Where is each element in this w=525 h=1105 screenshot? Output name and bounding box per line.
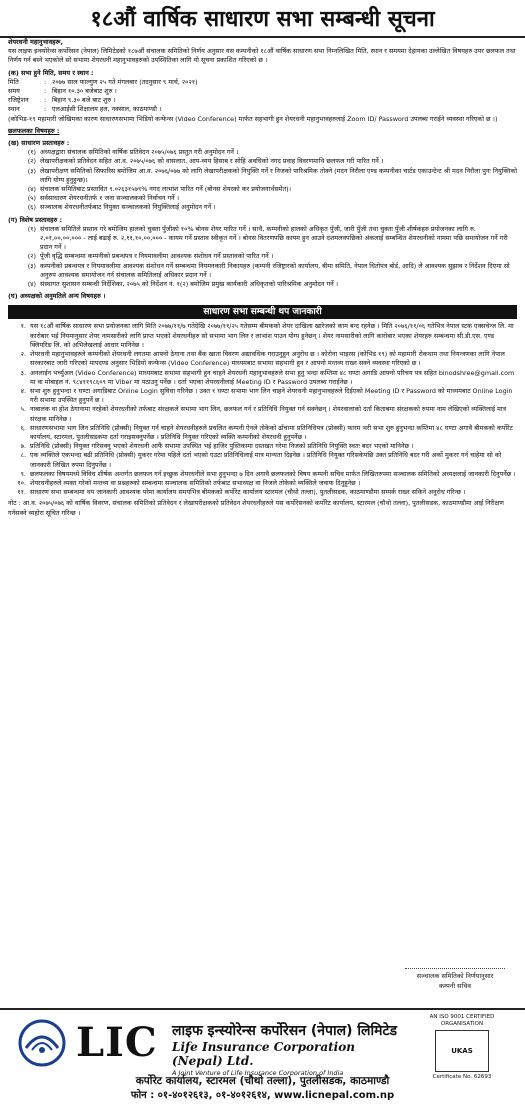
- item-text: यस १८औं वार्षिक साधारण सभा प्रयोजनका लागि मिति २०७७/११/७ गतेदेखि २०७७/११/२५ गतेसम्म बीमकको शेयर दाखिला खारेजको काम बन्द रहनेछ । मिति २०७६/११/०६ गतेभित्र नेपाल स्टक एक्सचेन्ज लि. मा कारोबार भई नियमानुसार शेयर नामसारीको लागि प्राप्त भएको शेयरधनीहरु सो सभामा भाग लिन र लाभांश पाउन योग्य हुनेछन् । शेयर नामसारीको लागि कारोबार भएका शेयरहरु सम्बन्धमा सी.डी.एस. एण्ड क्लियरिङ लि. को अभिलेखलाई आधार मानिनेछ ।: [30, 322, 514, 349]
- item-number: (२): [27, 157, 36, 166]
- item-number: ४.: [20, 386, 26, 395]
- item-text: लेखापरीक्षण समितिको सिफारिस बमोजिम आ.व. २०७६/०७७ को लागि लेखापरीक्षकको नियुक्ति गर्ने र निजको पारिश्रमिक तोक्ने (मदन निरौला एण्ड कम्पनीका चार्टड एकाउन्टेन्ट श्री मदन निरौला पुनः नियुक्तिको लागि योग्य हुनुहुन्छ)।: [40, 166, 517, 184]
- item-text: कम्पनीको प्रबन्धपत्र र नियमावलीमा आवश्यक संशोधन गर्ने सम्बन्धमा नियमनकारी निकायहरु (कम्पनी रजिष्ट्रारको कार्यालय, बीमा समिति, नेपाल धितोपत्र बोर्ड, आदि) ले आवश्यक सुझाव र निर्देशन दिएमा सो अनुरुप आवश्यक समायोजन गर्न संचालक समितिलाई अधिकार प्रदान गर्ने ।: [40, 261, 510, 279]
- corporate-address: कर्पोरेट कार्यालय, स्टारमल (चौथो तल्ला), पुतलीसडक, काठमाण्डौ: [135, 1075, 390, 1087]
- list-item: [8, 405, 517, 423]
- meeting-details: [8, 78, 517, 115]
- meeting-key: रजिष्ट्रेशन: [8, 96, 29, 105]
- list-item: [18, 262, 517, 280]
- item-number: (५): [27, 194, 36, 203]
- item-text: नाबालक वा होश ठेगानामा नरहेको शेयरधनीको तर्फबाट संरक्षकले सभामा भाग लिन, छलफल गर्न र प्रतिनिधि नियुक्त गर्न सक्नेछन् । शेयरवालाको दर्ता किताबमा संरक्षकको रुपमा नाम लेखिएको व्यक्तिलाई मात्र संरक्षक मानिनेछ ।: [30, 405, 507, 423]
- notice-body: [8, 38, 517, 518]
- item-number: ८.: [20, 451, 26, 460]
- item-number: ५.: [20, 405, 26, 414]
- item-text: संचालक समितिले प्रस्ताव गरे बमोजिम हालको चुक्ता पुँजीको १०% बोनस शेयर पारित गर्ने । साथै, कम्पनीको हालको अधिकृत पुँजी, जारी पुँजी तथा चुक्ता पुँजी शीर्षकहरु प्रयोजनका लागि रु. २,०१,००,००,००० - लाई बढाई रु. २,११,१०,००,००० - कायम गर्ने प्रस्ताव स्वीकृत गर्ने । बोनस वितरणपछि कायम हुन आउने दशमलवपछिको अंकलाई सम्बन्धित शेयरधनीको नाममा पछि समायोजन गर्ने गरी प्रदान गर्ने ।: [40, 224, 508, 252]
- company-name-np: लाइफ इन्स्योरेन्स कर्पोरेसन (नेपाल) लिमिटेड: [172, 1023, 398, 1039]
- list-item: [8, 479, 517, 488]
- notice-title: १८औं वार्षिक साधारण सभा सम्बन्धी सूचना: [0, 0, 525, 38]
- list-item: [18, 203, 517, 212]
- list-item: [18, 280, 517, 289]
- general-proposals: [18, 148, 517, 212]
- list-item: [8, 369, 517, 387]
- item-text: अध्यक्षद्वारा संचालक समितिको वार्षिक प्रतिवेदन २०७५/०७६ प्रस्तुत गरी अनुमोदन गर्ने ।: [40, 148, 239, 157]
- item-number: (४): [27, 185, 36, 194]
- list-item: [18, 194, 517, 203]
- item-text: शेयरधनी महानुभावहरुले कम्पनीको शेयरधनी लगतमा आफ्नो ठेगाना तथा बैंक खाता विवरण अद्यावधिक गराउनुहुन अनुरोध छ । कोरोना भाइरस (कोभिड १९) को महामारी रोकथाम तथा नियन्त्रणका लागि नेपाल सरकारबाट जारी गरिएको मापदण्ड अनुसार भिडियो कन्फेन्स (Video Conference) माध्यमबाट सभामा सहभागी हुन र आफ्नो मन्तव्य राख्न सक्ने व्यवस्था गरिएको छ ।: [30, 350, 505, 368]
- item-text: प्रतिनिधि (प्रोक्सी) नियुक्त गरिसक्नु भएको शेयरधनी आफैं सभामा उपस्थित भई हाजिर पुस्तिकामा दस्तखत गरेमा निजको प्रतिनिधि नियुक्ति स्वतः बदर भएको मानिनेछ ।: [30, 442, 414, 451]
- list-item: [8, 350, 517, 368]
- signature-line: [405, 968, 505, 969]
- item-text: साधारणसभामा भाग लिन प्रतिनिधि (प्रोक्सी) नियुक्त गर्न चाहने शेयरधनीहरुले प्रचलित कम्पनी ऐनले तोकेको ढाँचामा प्रतिनिधिपत्र (प्रोक्सी) फारम भरी सभा शुरु हुनुभन्दा कम्तिमा ४८ घण्टा अगावै बीमकको कर्पोरेट कार्यालय, स्टारमल, पुतलीसडकमा दर्ता गराइसक्नुपर्नेछ । प्रतिनिधि नियुक्त गरिएको व्यक्ति कम्पनीको शेयरधनी हुनुपर्नेछ ।: [30, 423, 513, 441]
- item-number: ३.: [20, 368, 26, 377]
- list-item: [18, 185, 517, 194]
- list-item: [18, 167, 517, 185]
- meeting-row: स्थान : एलआईसी शिक्षालय हल, नक्साल, काठमाण्डौ ।: [8, 105, 517, 114]
- lic-emblem-icon: [12, 1018, 72, 1068]
- joint-venture-text: A Joint Venture of Life Insurance Corporation of India: [172, 1069, 344, 1077]
- company-name-en: Life Insurance Corporation (Nepal) Ltd.: [172, 1040, 355, 1068]
- item-text: अनलाईन भर्च्युअल (Video Conference) माध्यमबाट सभामा सहभागी हुन चाहने शेयरधनी महानुभावहरुले सभा हुनु भन्दा कम्तिमा ४८ घण्टा अगाडि आफ्नो परिचय पत्र सहित binodshree@gmail.com मा वा मोबाइल नं. ९८४११९८६०९ मा Viber मा पठाउनु पर्नेछ । दर्ता भएका शेयरधनीलाई Meeting ID र Password उपलब्ध गराईनेछ ।: [30, 368, 515, 386]
- cert-top-text: AN ISO 9001 CERTIFIED ORGANISATION: [429, 1014, 495, 1027]
- meeting-value: २०७७ साल फाल्गुण २५ गते मंगलबार (तदनुसार ९ मार्च, २०२१): [52, 77, 198, 86]
- meeting-row: समय : बिहान १०.३० बजेबाट शुरु ।: [8, 87, 517, 96]
- item-number: २.: [20, 350, 26, 359]
- company-names: [172, 1022, 402, 1078]
- item-number: १.: [20, 322, 26, 331]
- section-gha-heading: (घ) अध्यक्षको अनुमतिले अन्य विषयहरु ।: [8, 292, 106, 301]
- item-number: (४): [27, 280, 36, 289]
- item-text: शेयरधनीहरुले व्यक्त गरेको मन्तव्य वा प्रश्नहरुको सम्बन्धमा सञ्चालक समितिको तर्फबाट सभाध्यक्ष वा निजले तोकेको व्यक्तिले जवाफ दिनुहुनेछ ।: [30, 478, 361, 487]
- item-number: ११.: [17, 488, 26, 497]
- ukas-badge-icon: UKAS: [435, 1030, 489, 1072]
- item-text: एक व्यक्तिले एकभन्दा बढी प्रतिनिधि (प्रोक्सी) मुकरर गरेमा पहिले दर्ता भएको एउटा प्रतिनिधिलाई मात्र मान्यता दिइनेछ । प्रतिनिधि नियुक्त गरिसकेपछि उक्त प्रतिनिधि बदर गरी अर्को मुकरर गर्न चाहेमा सो को जानकारी लिखित रुपमा दिनुपर्नेछ ।: [30, 451, 502, 469]
- signature-line2: कम्पनी सचिव: [439, 982, 471, 990]
- list-item: [8, 442, 517, 451]
- list-item: [8, 470, 517, 479]
- meeting-key: स्थान: [8, 105, 20, 114]
- list-item: [8, 451, 517, 469]
- section-ka-heading: (क) सभा हुने मिति, समय र स्थान :: [8, 68, 94, 77]
- lic-logo-text: LIC: [76, 1019, 158, 1066]
- meeting-value: बिहान १०.३० बजेबाट शुरु ।: [52, 87, 117, 96]
- item-text: संस्थागत सुशासन सम्बन्धी निर्देशिका, २०७५ को निर्देशन नं. १(२) बमोजिम प्रमुख कार्यकारी अधिकृतको पारिश्रमिक अनुमोदन गर्ने ।: [40, 280, 339, 289]
- signature-line1: सञ्चालक समितिको निर्णयानुसार: [416, 972, 494, 980]
- list-item: [18, 157, 517, 166]
- list-item: [18, 225, 517, 253]
- salutation: शेयरधनी महानुभावहरू,: [8, 38, 63, 46]
- item-number: (१): [27, 148, 36, 157]
- iso-certificate: [408, 1014, 516, 1081]
- meeting-key: मिति: [8, 77, 19, 86]
- item-text: सर्वसाधारण शेयरधनीतर्फ १ जना सञ्चालकको निर्वाचन गर्ने ।: [40, 194, 180, 203]
- meeting-value: बिहान ९.३० बजे बाट शुरु ।: [52, 96, 116, 105]
- item-text: साधारण सभा सम्बन्धमा थप जानकारी आवश्यक परेमा कार्यालय समयभित्र बीमकको कर्पोरेट कार्यालय स्टारमल (चौथो तल्ला), पुतलीसडक, काठमाण्डौमा सम्पर्क राख्न सकिने अनुरोध गरिन्छ ।: [30, 488, 466, 497]
- footer: [0, 1008, 525, 1105]
- additional-info-list: [8, 322, 517, 497]
- section-ga-heading: (ग) विशेष प्रस्तावहरु :: [8, 215, 63, 224]
- item-number: (३): [27, 166, 36, 175]
- list-item: [8, 387, 517, 405]
- list-item: [8, 424, 517, 442]
- item-number: ७.: [20, 442, 26, 451]
- item-text: संचालक समितिबाट प्रस्तावित ९.०२६३१५७९% नगद लाभांश पारित गर्ने (बोनस शेयरको कर प्रयोजनार्थसमेत)।: [40, 185, 292, 194]
- intro-paragraph: यस लाइफ इन्स्योरेन्स कर्पोरेसन (नेपाल) लिमिटेडको १८७औं संचालक समितिको निर्णय अनुसार यस कम्पनीको १८औं वार्षिक साधारण सभा निम्नलिखित मिति, स्थान र समयमा देहायका उल्लेखित विषयहरु उपर छलफल तथा निर्णय गर्न बस्ने भएकोले सो सभामा शेयरधनी महानुभावहरुको उपस्थितिका लागि यो सूचना प्रकाशित गरिएको छ ।: [8, 47, 516, 65]
- signature-block: [405, 968, 505, 991]
- list-item: [18, 252, 517, 261]
- list-item: [8, 322, 517, 350]
- item-text: लेखापरीक्षकको प्रतिवेदन सहित आ.व. २०७५/०७६ को वासलात, आय-व्यय हिसाब र सोहि अवधिको नगद प्रवाह विवरणमाथि छलफल गरी पारित गर्ने ।: [40, 157, 384, 166]
- item-text: छलफलका विषयमध्ये विविध शीर्षक अन्तर्गत छलफल गर्न इच्छुक शेयरधनीले सभा हुनुभन्दा ७ दिन अगावै छलफलको विषय कम्पनी सचिव मार्फत लिखितरुपमा सञ्चालक समितिको अध्यक्षलाई जानकारी दिनुपर्नेछ ।: [30, 469, 516, 478]
- cert-number: Certificate No. 62693: [432, 1074, 492, 1080]
- item-text: पूँजी वृद्धि सम्बन्धमा कम्पनीको प्रबन्धपत्र र नियमावलीमा आवश्यक संशोधन गर्ने प्रस्तावको पारित गर्ने ।: [40, 252, 274, 261]
- section-kha-heading: (ख) साधारण प्रस्तावहरु :: [8, 139, 70, 148]
- meeting-value: एलआईसी शिक्षालय हल, नक्साल, काठमाण्डौ ।: [52, 105, 162, 114]
- item-text: सञ्चालक शेयरधनीतर्फबाट नियुक्त सञ्चालकको नियुक्तिलाई अनुमोदन गर्ने ।: [40, 203, 216, 212]
- item-number: (१): [27, 224, 36, 233]
- special-proposals: [18, 225, 517, 289]
- covid-note: (कोभिड-१९ महामारी जोखिमका कारण साधारणसभामा भिडियो कन्फेन्स (Video Conference) मार्फत सहभागी हुन शेयरधनी महानुभावहरुलाई Zoom ID/ Password उपलब्ध गराईने व्यवस्था गरिएको छ ।): [8, 114, 498, 123]
- item-number: (६): [27, 203, 36, 212]
- item-number: (३): [27, 261, 36, 270]
- item-number: १०.: [17, 478, 26, 487]
- phone-website: फोन : ०१-४०१२६१३, ०१-४०१२६१४, www.licnepal.com.np: [130, 1090, 395, 1101]
- additional-info-band: साधारण सभा सम्बन्धी थप जानकारी: [8, 305, 517, 319]
- item-number: ६.: [20, 423, 26, 432]
- item-number: (२): [27, 252, 36, 261]
- item-text: सभा शुरु हुनुभन्दा १ घण्टा अगाडिबाट Online Login सुविधा गरिनेछ । उक्त १ घण्टा सभामा भाग लिन चाहने शेयरधनी महानुभावहरुले दिईएको Meeting ID र Password को माध्यमबाट Online Login गरी सभामा उपस्थित हुनुपर्ने छ ।: [30, 386, 513, 405]
- meeting-row: मिति : २०७७ साल फाल्गुण २५ गते मंगलबार (तदनुसार ९ मार्च, २०२१): [8, 78, 517, 87]
- meeting-row: रजिष्ट्रेशन : बिहान ९.३० बजे बाट शुरु ।: [8, 96, 517, 105]
- note-paragraph: नोट : आ.व. २०७५/०७६ को वार्षिक विवरण, संचालक समितिको प्रतिवेदन र लेखापरीक्षकको प्रतिवेदन शेयरधनीहरुले यस कर्पोरेसनको कर्पोरेट कार्यालय, स्टारमल (चौथो तल्ला), पुतलीसडक, काठमाण्डौमा आई निरीक्षण गर्नसक्ने व्यहोरा सूचित गरिन्छ ।: [8, 499, 504, 517]
- agenda-heading: छलफलका विषयहरु :: [8, 126, 60, 135]
- list-item: [8, 488, 517, 497]
- list-item: [18, 148, 517, 157]
- meeting-key: समय: [8, 87, 20, 96]
- item-number: ९.: [20, 469, 26, 478]
